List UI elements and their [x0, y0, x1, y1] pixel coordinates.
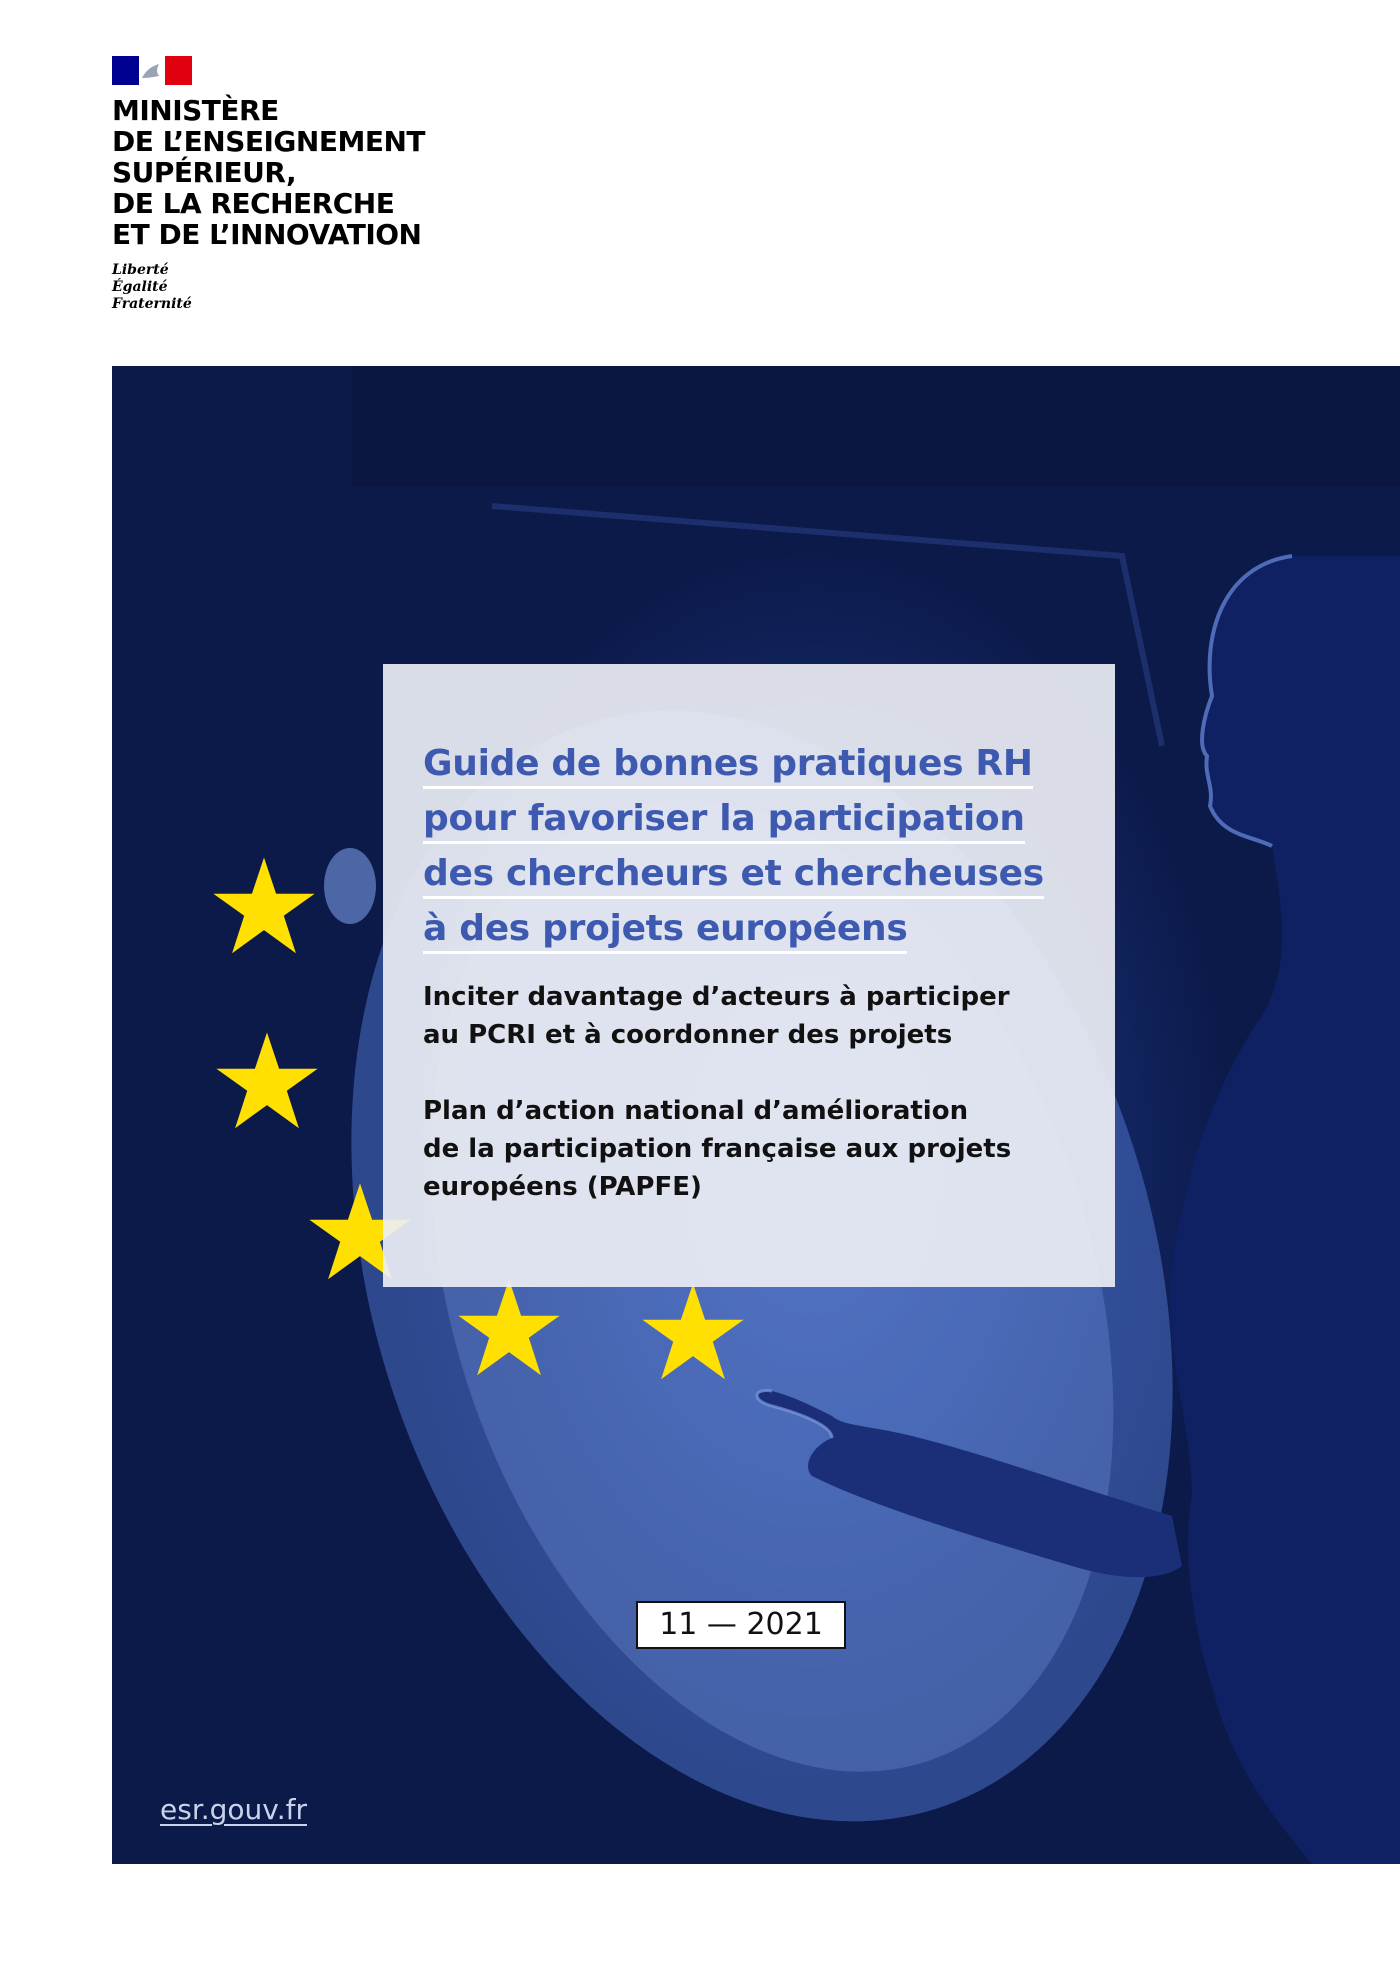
- publication-date: 11 — 2021: [636, 1601, 846, 1649]
- eu-star-icon: [454, 1274, 564, 1384]
- subtitle-line: Inciter davantage d’acteurs à participer: [423, 982, 1010, 1012]
- motto-line: Égalité: [112, 279, 168, 295]
- website-link[interactable]: esr.gouv.fr: [160, 1793, 307, 1826]
- title-line: à des projets européens: [423, 908, 907, 954]
- motto-line: Liberté: [112, 262, 169, 278]
- title-card: [383, 664, 1115, 1287]
- ministry-line: MINISTÈRE: [112, 94, 279, 127]
- ministry-line: SUPÉRIEUR,: [112, 156, 297, 189]
- subtitle-line: Plan d’action national d’amélioration: [423, 1096, 969, 1126]
- eu-star-icon: [638, 1278, 748, 1388]
- motto-line: Fraternité: [112, 296, 192, 312]
- document-title: [423, 736, 1075, 956]
- ministry-line: ET DE L’INNOVATION: [112, 218, 422, 251]
- ministry-line: DE L’ENSEIGNEMENT: [112, 125, 425, 158]
- subtitle-line: au PCRI et à coordonner des projets: [423, 1020, 953, 1050]
- subtitle-line: de la participation française aux projets: [423, 1134, 1012, 1164]
- ministry-name: [112, 95, 532, 250]
- eu-star-icon: [212, 1027, 322, 1137]
- subtitle-objective: [423, 978, 1075, 1054]
- republic-motto: [112, 262, 532, 313]
- title-line: pour favoriser la participation: [423, 798, 1025, 844]
- eu-star-icon: [209, 852, 319, 962]
- title-line: des chercheurs et chercheuses: [423, 853, 1044, 899]
- subtitle-line: européens (PAPFE): [423, 1172, 702, 1202]
- subtitle-action-plan: [423, 1092, 1075, 1206]
- title-line: Guide de bonnes pratiques RH: [423, 743, 1033, 789]
- ministry-line: DE LA RECHERCHE: [112, 187, 395, 220]
- marianne-flag-icon: [112, 56, 192, 85]
- ministry-logo: [112, 56, 532, 313]
